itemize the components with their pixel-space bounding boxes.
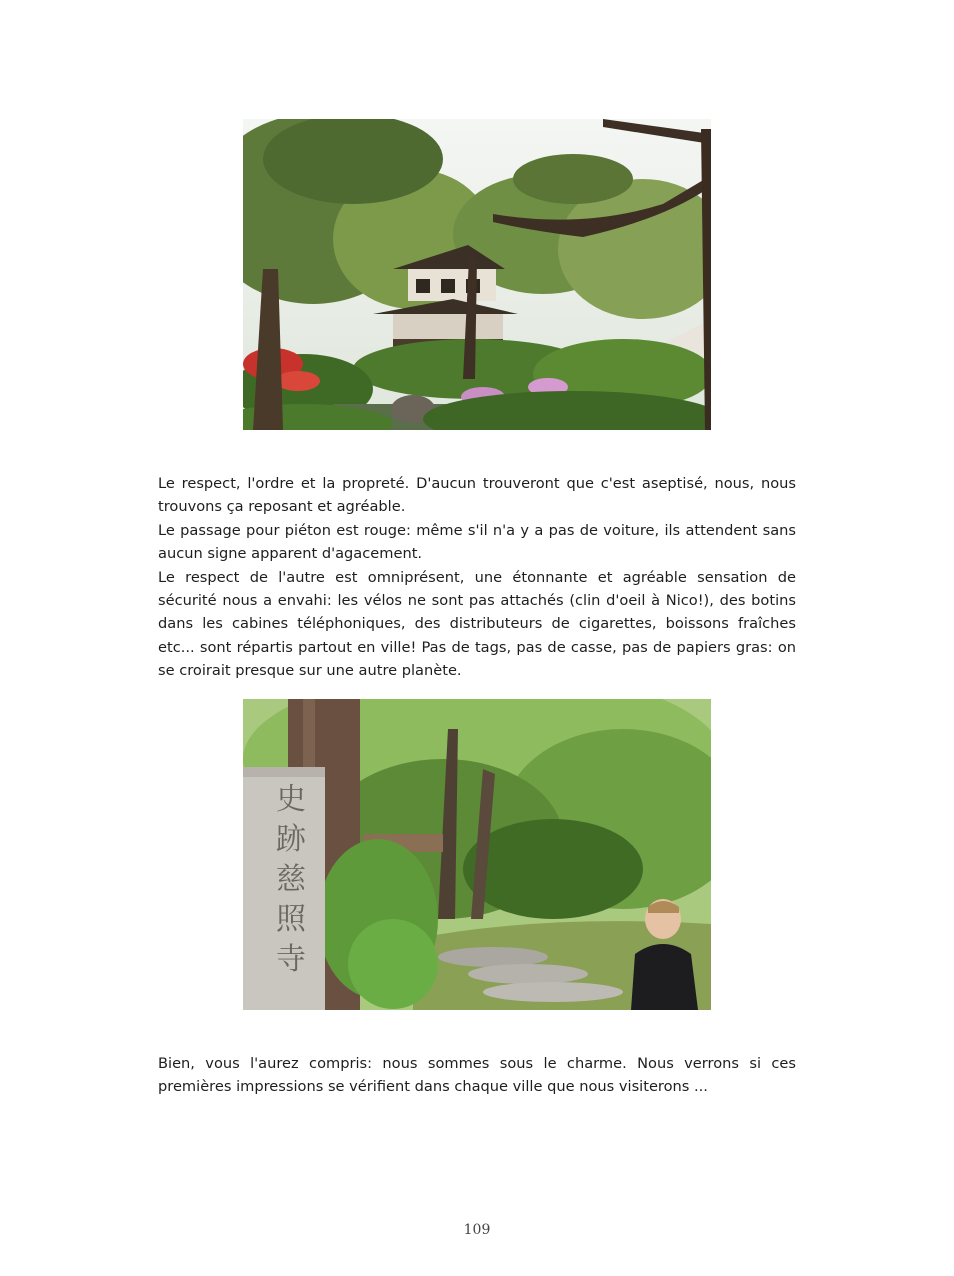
text-line: Le respect de l'autre est omniprésent, une étonnante et agréable sensation de sécurité nous a envahi: les vélos ne sont pas attachés (clin d'oeil à Nico!), des botins dans les cabines téléphoniques, des distributeurs de cigarettes, boissons fraîches etc... sont répartis partout en ville! Pas de tags, pas de casse, pas de papiers gras: on se croirait presque sur une autre planète. [158, 568, 796, 680]
svg-text:跡: 跡 [276, 822, 306, 857]
svg-text:照: 照 [276, 902, 306, 937]
text-line: Le passage pour piéton est rouge: même s'il n'a y a pas de voiture, ils attendent sans aucun signe apparent d'agacement. [158, 521, 796, 563]
svg-text:慈: 慈 [276, 862, 306, 897]
svg-text:史: 史 [276, 782, 306, 817]
garden-pavilion-photo [243, 119, 711, 430]
text-line: Le respect, l'ordre et la propreté. D'aucun trouveront que c'est aseptisé, nous, nous trouvons ça reposant et agréable. [158, 475, 796, 516]
page-number: 109 [463, 1222, 491, 1238]
text-line: Bien, vous l'aurez compris: nous sommes sous le charme. Nous verrons si ces premières impressions se vérifient dans chaque ville que nous visiterons ... [158, 1055, 796, 1096]
body-paragraph [158, 472, 796, 683]
forest-stone-marker-photo [243, 699, 711, 1010]
closing-paragraph [158, 1052, 796, 1099]
svg-text:寺: 寺 [276, 942, 306, 977]
